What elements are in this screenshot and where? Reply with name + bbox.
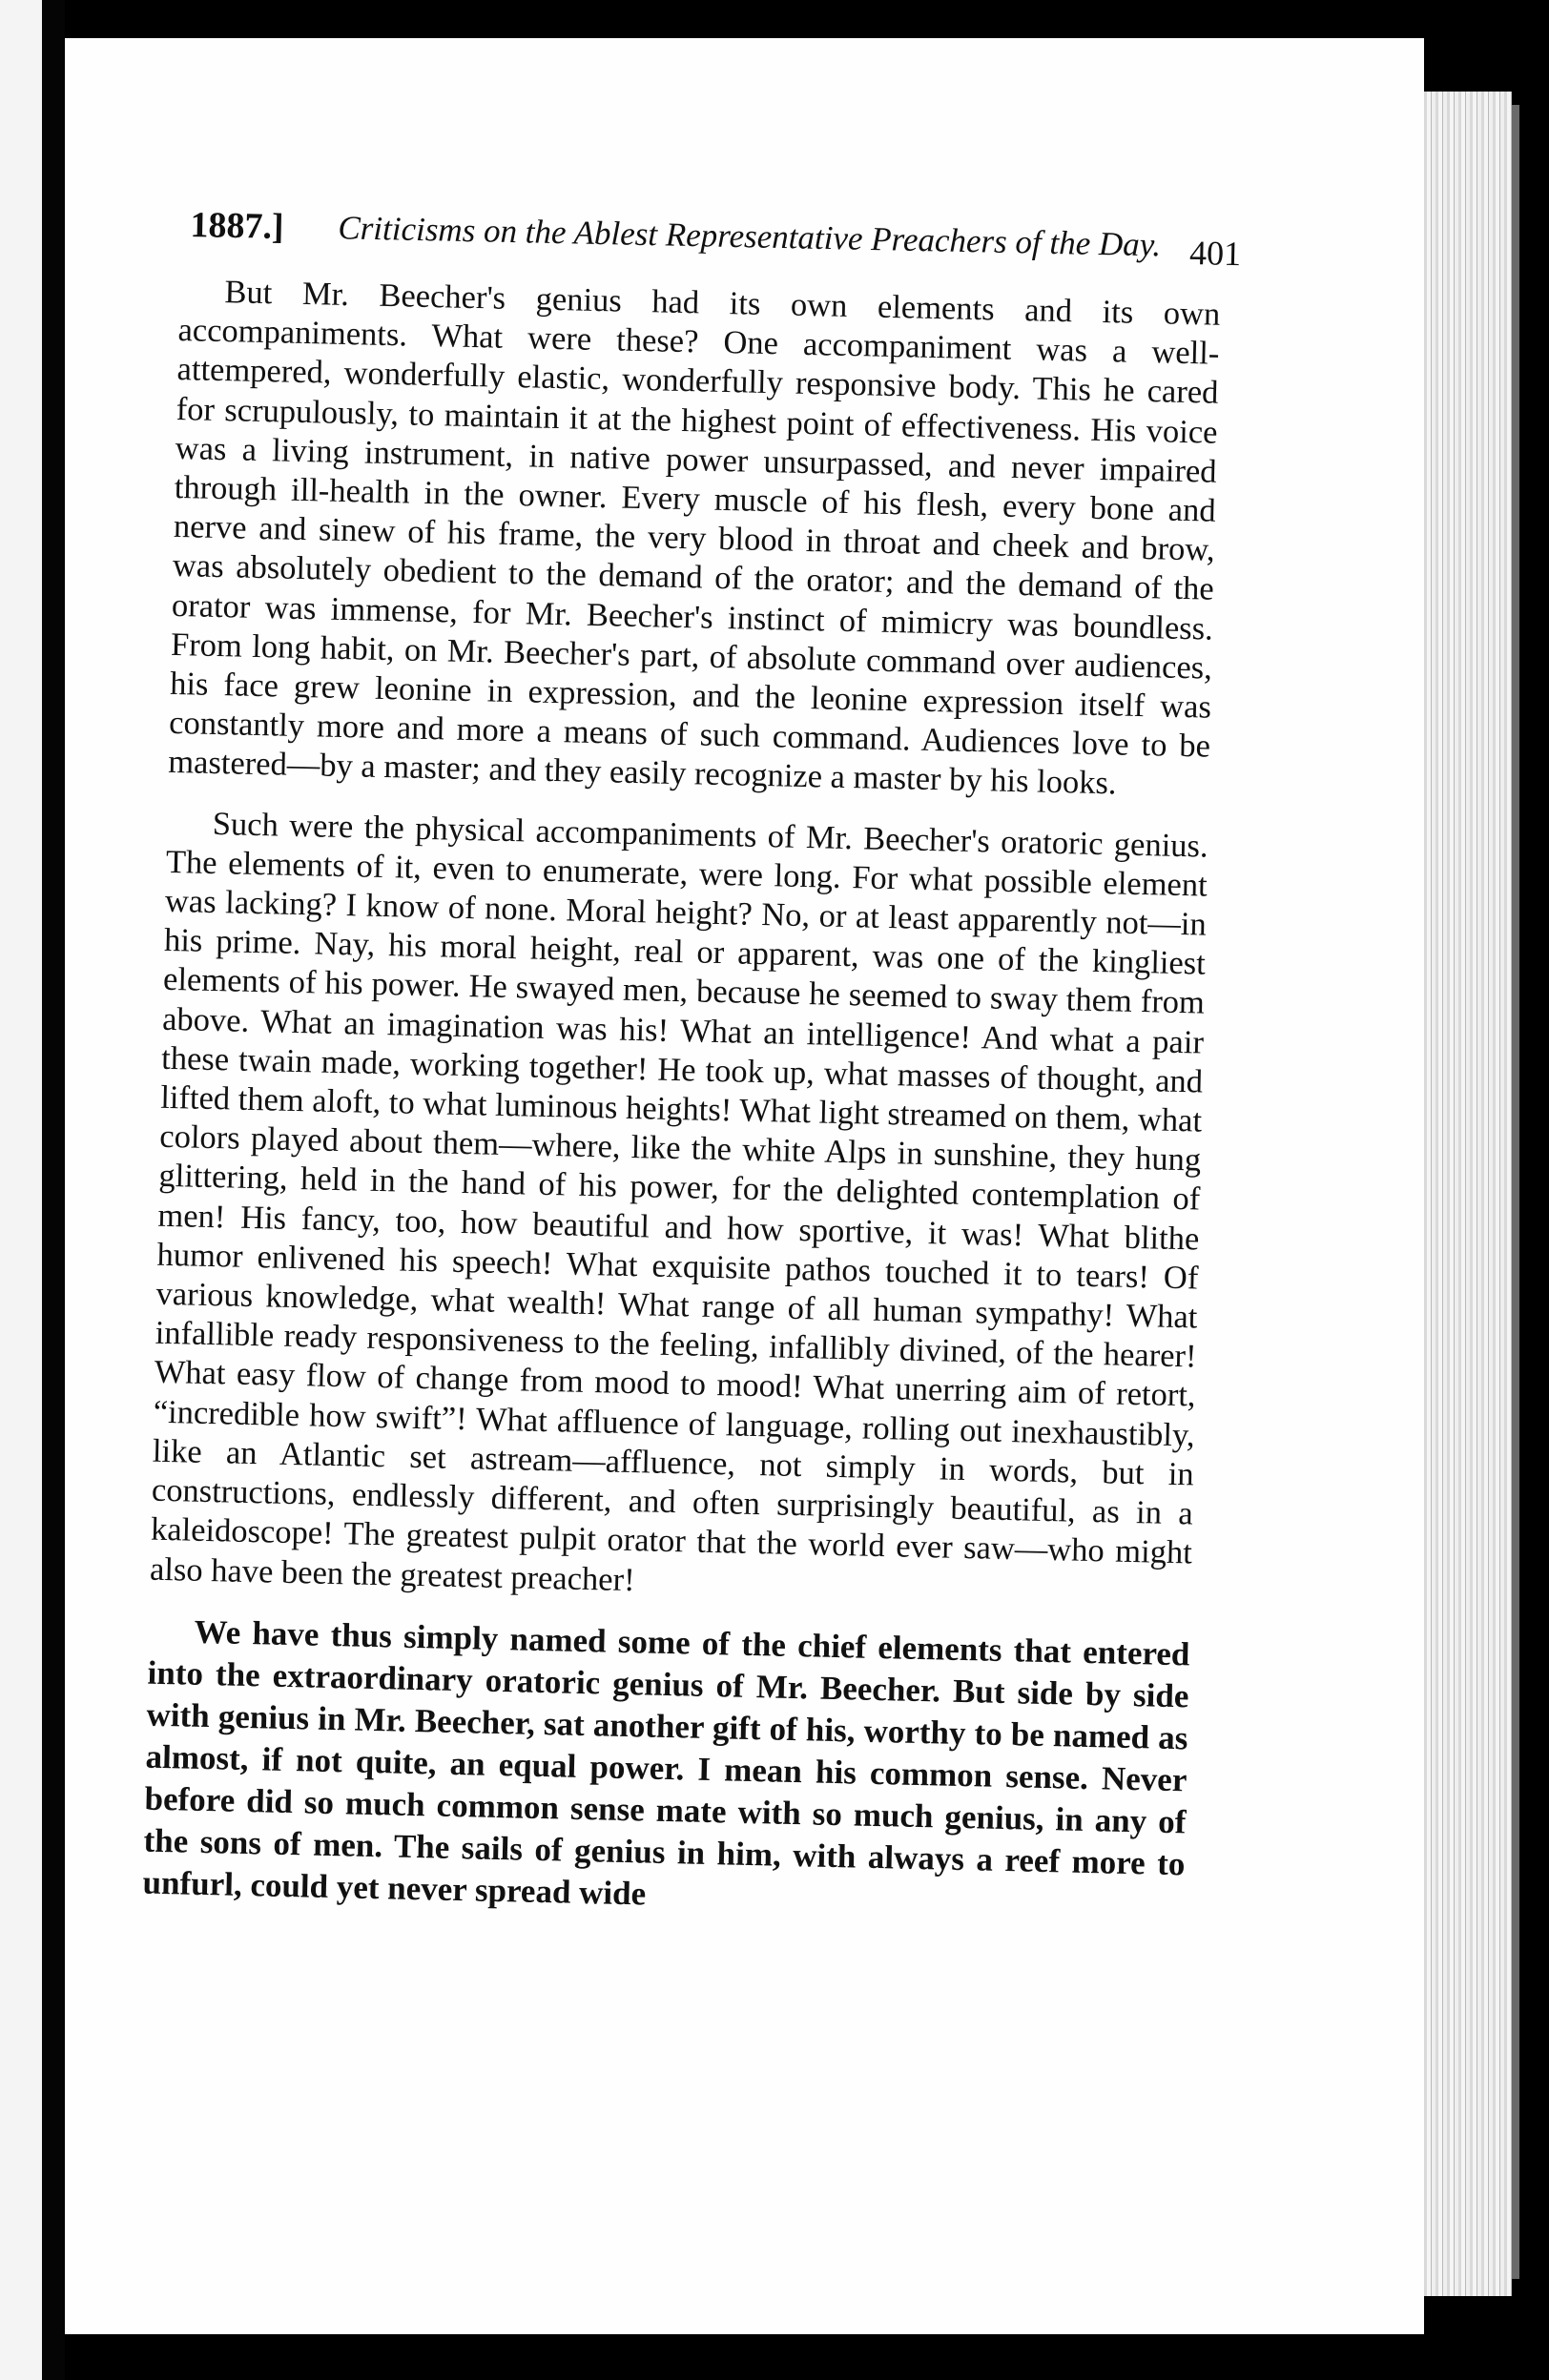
page-stack-edge — [1424, 92, 1512, 2296]
page-stack-shadow — [1512, 105, 1519, 2279]
book-gutter — [42, 0, 65, 2380]
page-number: 401 — [1188, 233, 1242, 274]
paragraph-1: But Mr. Beecher's genius had its own elements and its own accompaniments. What were these? One accompaniment was a well-attempered, wonderfully elastic, wonderfully responsive body. This he cared for scrupulously, to maintain it at the highest point of effectiveness. His voice was a living instrument, in native power unsurpassed, and never impaired through ill-health in the owner. Every muscle of his flesh, every bone and nerve and sinew of his frame, the very blood in throat and cheek and brow, was absolutely obedient to the demand of the orator; and the demand of the orator was immense, for Mr. Beecher's instinct of mimicry was boundless. From long habit, on Mr. Beecher's part, of absolute command over audiences, his face grew leonine in expression, and the leonine expression itself was constantly more and more a means of such command. Audiences love to be mastered—by a master; and they easily recognize a master by his looks. — [167, 274, 1221, 802]
paragraph-3: We have thus simply named some of the chief elements that entered into the extraordinary oratoric genius of Mr. Beecher. But side by side with genius in Mr. Beecher, sat another gift of his, worthy to be named as almost, if not quite, an equal power. I mean his common sense. Never before did so much common sense mate with so much genius, in any of the sons of men. The sails of genius in him, with always a reef more to unfurl, could yet never spread wide — [142, 1612, 1190, 1913]
paragraph-2: Such were the physical accompaniments of Mr. Beecher's oratoric genius. The elements of it, even to enumerate, were long. For what possible element was lacking? I know of none. Moral height? No, or at least apparently not—in his prime. Nay, his moral height, real or apparent, was one of the kingliest elements of his power. He swayed men, because he seemed to sway them from above. What an imagination was his! What an intelligence! And what a pair these twain made, working together! He took up, what masses of thought, and lifted them aloft, to what luminous heights! What light streamed on them, what colors played about them—where, like the white Alps in sunshine, they hung glittering, held in the hand of his power, for the delighted contemplation of men! His fancy, too, how beautiful and how sportive, it was! What blithe humor enlivened his speech! What exquisite pathos touched it to tears! Of various knowledge, what wealth! What range of all human sympathy! What infallible ready responsiveness to the feeling, infallibly divined, of the hearer! What easy flow of change from mood to mood! What unerring aim of retort, “incredible how swift”! What affluence of language, rolling out inexhaustibly, like an Atlantic set astream—affluence, not simply in words, but in constructions, endlessly different, and often surprisingly beautiful, as in a kaleidoscope! The greatest pulpit orator that the world ever saw—who might also have been the greatest preacher! — [149, 805, 1209, 1598]
running-head-title: Criticisms on the Ablest Representative Preachers of the Day. — [338, 209, 1162, 264]
body-text — [142, 272, 1221, 1948]
running-head-year: 1887.] — [190, 204, 285, 248]
facing-page-edge — [0, 0, 42, 2380]
